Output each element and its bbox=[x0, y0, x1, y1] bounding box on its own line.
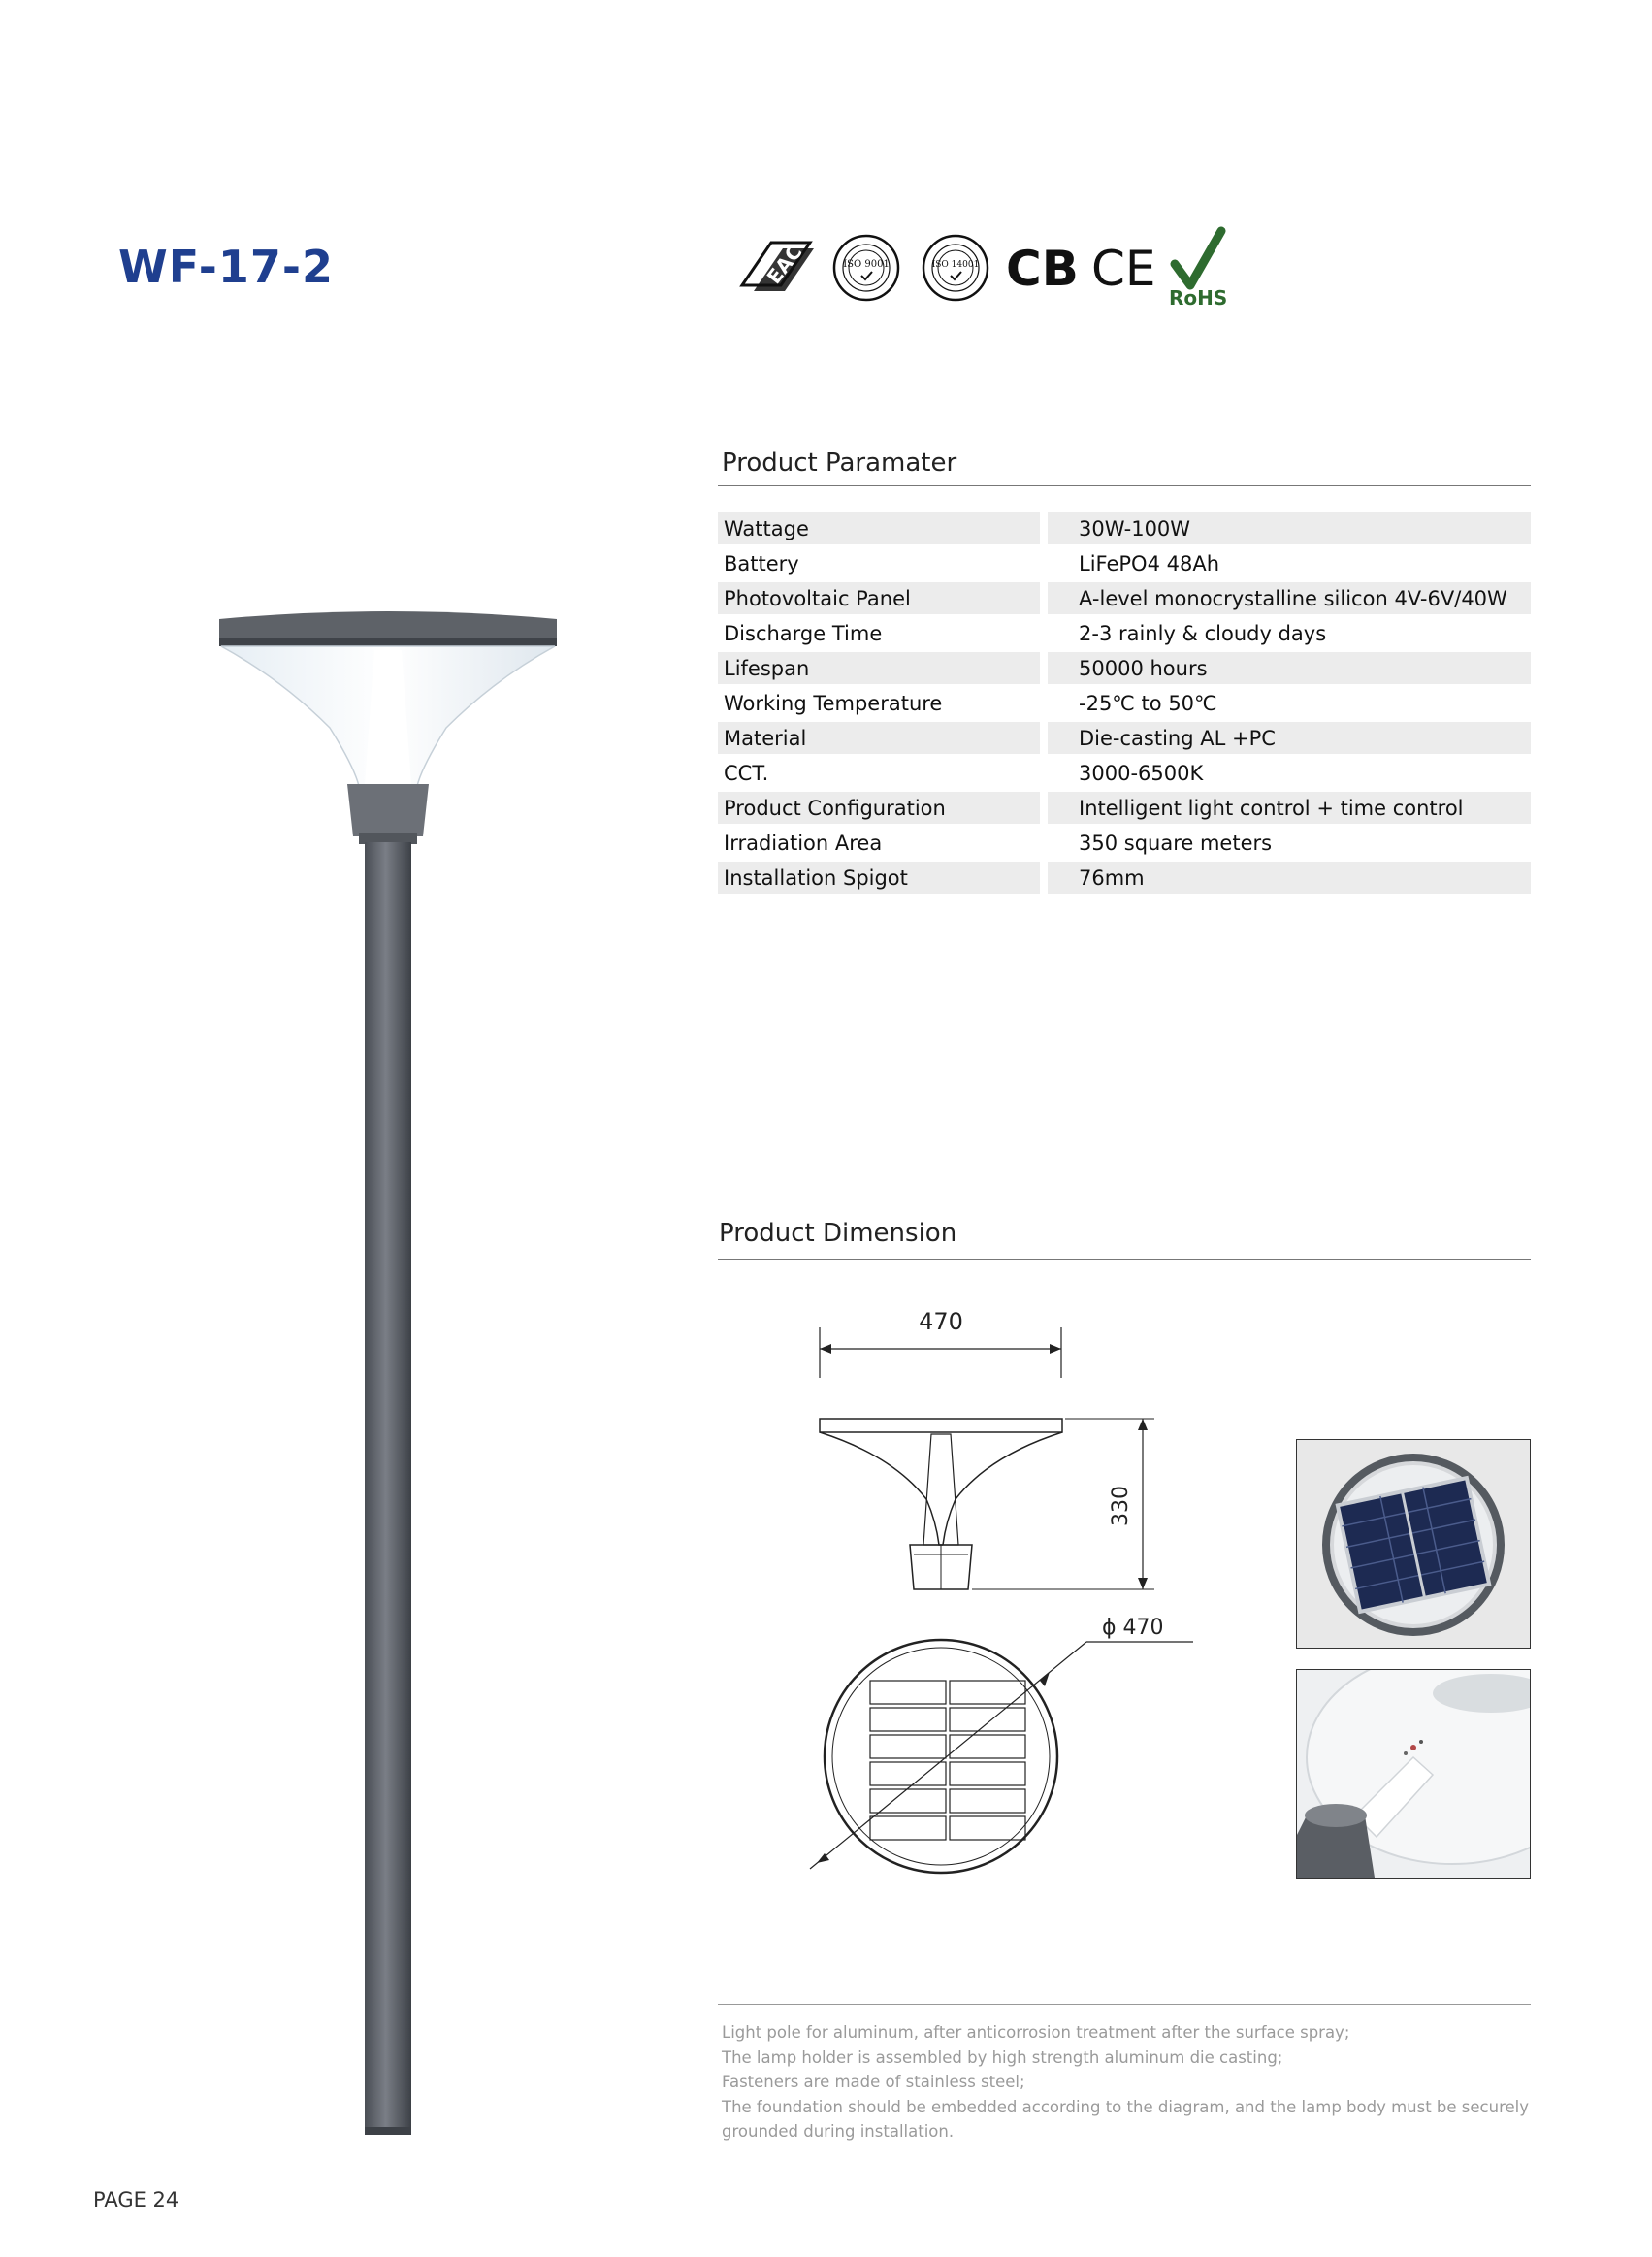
note-line: The foundation should be embedded according to the diagram, and the lamp body must be securely grounded during installation. bbox=[722, 2097, 1530, 2141]
param-key: CCT. bbox=[718, 757, 1048, 789]
lamp-pole-illustration bbox=[204, 582, 572, 2164]
table-row bbox=[718, 827, 1531, 859]
dimension-drawing bbox=[795, 1300, 1203, 1902]
param-key: Wattage bbox=[718, 512, 1048, 544]
rohs-text: RoHS bbox=[1169, 286, 1228, 310]
iso14001-logo-icon bbox=[923, 236, 988, 300]
lamp-underside-photo bbox=[1296, 1669, 1531, 1879]
model-title: WF-17-2 bbox=[118, 241, 334, 293]
width-label: 470 bbox=[919, 1308, 963, 1335]
ce-logo: CE bbox=[1091, 241, 1156, 297]
height-label: 330 bbox=[1109, 1486, 1133, 1526]
certification-svg bbox=[723, 225, 1247, 312]
solar-panel-photo bbox=[1296, 1439, 1531, 1649]
table-row bbox=[718, 687, 1531, 719]
note-line: Fasteners are made of stainless steel; bbox=[722, 2073, 1025, 2091]
param-value: 76mm bbox=[1048, 862, 1531, 894]
table-row bbox=[718, 617, 1531, 649]
eac-logo-icon bbox=[742, 241, 814, 291]
param-value: Intelligent light control + time control bbox=[1048, 792, 1531, 824]
cb-logo: CB bbox=[1006, 241, 1079, 297]
note-line: The lamp holder is assembled by high strength aluminum die casting; bbox=[722, 2047, 1283, 2067]
parameters-table bbox=[718, 509, 1531, 897]
param-value: 2-3 rainly & cloudy days bbox=[1079, 621, 1327, 645]
diameter-label: ϕ 470 bbox=[1102, 1616, 1164, 1640]
certification-logos bbox=[723, 225, 1247, 312]
param-value: 30W-100W bbox=[1048, 512, 1531, 544]
parameters-divider bbox=[718, 485, 1531, 486]
param-key: Working Temperature bbox=[718, 687, 1048, 719]
table-row bbox=[718, 652, 1531, 684]
notes-divider bbox=[718, 2004, 1531, 2005]
param-key: Irradiation Area bbox=[718, 827, 1048, 859]
rohs-logo-icon bbox=[1169, 231, 1227, 310]
iso14001-text: ISO 14001 bbox=[931, 260, 980, 270]
param-key: Battery bbox=[718, 547, 1048, 579]
param-value: 50000 hours bbox=[1048, 652, 1531, 684]
table-row bbox=[718, 722, 1531, 754]
eac-text: EAC bbox=[761, 240, 807, 289]
table-row bbox=[718, 792, 1531, 824]
param-key: Lifespan bbox=[718, 652, 1048, 684]
note-line: Light pole for aluminum, after anticorrosion treatment after the surface spray; bbox=[722, 2023, 1350, 2042]
param-key: Material bbox=[718, 722, 1048, 754]
table-row bbox=[718, 582, 1531, 614]
param-value: -25℃ to 50℃ bbox=[1079, 691, 1217, 715]
param-value: 3000-6500K bbox=[1079, 761, 1204, 785]
dimension-divider bbox=[718, 1259, 1531, 1260]
table-row bbox=[718, 862, 1531, 894]
table-row bbox=[718, 512, 1531, 544]
table-row bbox=[718, 757, 1531, 789]
parameters-title: Product Paramater bbox=[722, 448, 957, 477]
notes-block bbox=[722, 2020, 1537, 2144]
param-value: A-level monocrystalline silicon 4V-6V/40W bbox=[1048, 582, 1531, 614]
table-row bbox=[718, 547, 1531, 579]
param-key: Installation Spigot bbox=[718, 862, 1048, 894]
iso9001-logo-icon bbox=[834, 236, 898, 300]
iso9001-text: ISO 9001 bbox=[843, 259, 890, 270]
param-key: Product Configuration bbox=[718, 792, 1048, 824]
param-key: Photovoltaic Panel bbox=[718, 582, 1048, 614]
param-value: Die-casting AL +PC bbox=[1048, 722, 1531, 754]
page-number: PAGE 24 bbox=[93, 2188, 179, 2211]
param-value: LiFePO4 48Ah bbox=[1079, 551, 1220, 575]
param-key: Discharge Time bbox=[718, 617, 1048, 649]
dimension-title: Product Dimension bbox=[719, 1219, 957, 1248]
param-value: 350 square meters bbox=[1079, 831, 1273, 855]
